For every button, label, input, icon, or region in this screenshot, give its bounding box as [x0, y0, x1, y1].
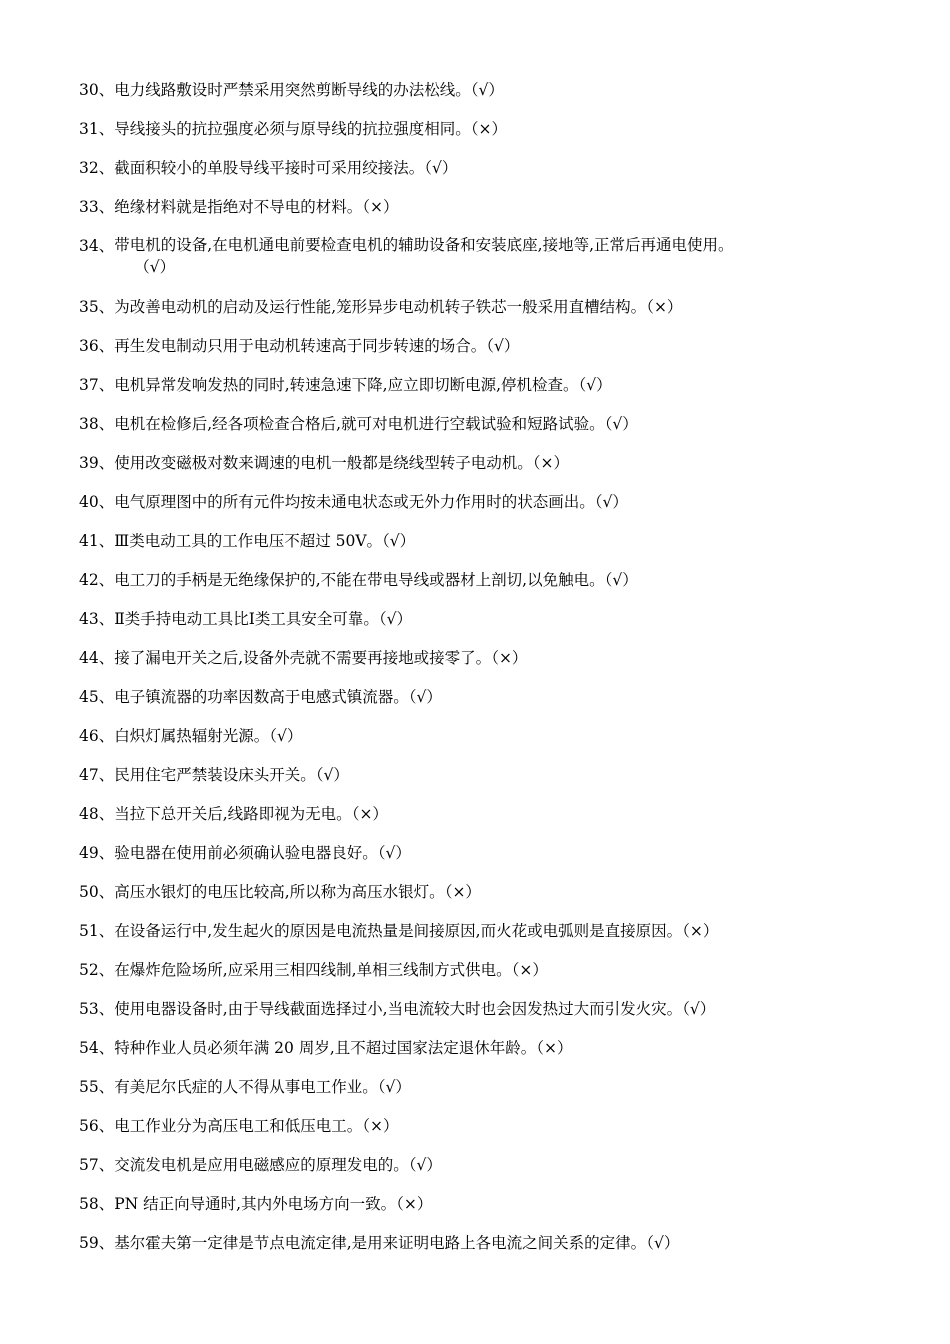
question-statement: 当拉下总开关后,线路即视为无电。 — [114, 805, 352, 823]
question-statement: 有美尼尔氏症的人不得从事电工作业。 — [114, 1078, 378, 1096]
question-item — [79, 117, 879, 141]
answer-mark: （×） — [532, 454, 570, 472]
question-item — [79, 156, 879, 180]
number-separator: 、 — [98, 649, 115, 667]
question-statement: 民用住宅严禁装设床头开关。 — [114, 766, 316, 784]
question-text — [114, 763, 879, 787]
question-number: 41 — [79, 532, 99, 550]
question-text — [114, 451, 879, 475]
question-number: 33 — [79, 198, 99, 216]
question-number: 42 — [79, 571, 99, 589]
question-item — [79, 1192, 879, 1216]
question-item — [79, 295, 879, 319]
question-item — [79, 607, 879, 631]
number-separator: 、 — [98, 571, 115, 589]
answer-mark: （×） — [351, 805, 388, 823]
question-number: 52 — [79, 961, 99, 979]
number-separator: 、 — [98, 159, 115, 177]
question-text — [114, 1036, 879, 1060]
question-number: 30 — [79, 81, 99, 99]
question-item — [79, 490, 879, 514]
question-statement: 白炽灯属热辐射光源。 — [114, 727, 270, 745]
question-statement: 接了漏电开关之后,设备外壳就不需要再接地或接零了。 — [114, 649, 492, 667]
number-separator: 、 — [98, 883, 115, 901]
question-text — [114, 1231, 879, 1255]
question-item — [79, 373, 879, 397]
question-statement: 在设备运行中,发生起火的原因是电流热量是间接原因,而火花或电弧则是直接原因。 — [114, 922, 683, 940]
question-item — [79, 1114, 879, 1138]
answer-mark: （√） — [378, 610, 413, 628]
number-separator: 、 — [98, 1039, 115, 1057]
question-statement: 为改善电动机的启动及运行性能,笼形异步电动机转子铁芯一般采用直槽结构。 — [114, 298, 647, 316]
question-number: 32 — [79, 159, 99, 177]
question-item — [79, 451, 879, 475]
question-statement: 截面积较小的单股导线平接时可采用绞接法。 — [114, 159, 425, 177]
question-item — [79, 334, 879, 358]
question-text — [114, 841, 879, 865]
number-separator: 、 — [98, 81, 115, 99]
answer-mark: （√） — [486, 337, 520, 355]
question-text — [114, 373, 879, 397]
question-number: 45 — [79, 688, 99, 706]
answer-mark: （×） — [511, 961, 548, 979]
question-text — [114, 880, 879, 904]
number-separator: 、 — [98, 376, 115, 394]
question-text — [114, 195, 879, 219]
question-statement: 导线接头的抗拉强度必须与原导线的抗拉强度相同。 — [114, 120, 471, 138]
question-item — [79, 1231, 879, 1255]
question-list — [79, 78, 879, 1270]
question-text — [114, 78, 879, 102]
question-number: 53 — [79, 1000, 99, 1018]
question-number: 49 — [79, 844, 99, 862]
number-separator: 、 — [98, 1156, 115, 1174]
answer-mark: （√） — [604, 415, 638, 433]
question-text — [114, 919, 879, 943]
question-number: 37 — [79, 376, 99, 394]
number-separator: 、 — [98, 766, 115, 784]
question-statement: Ⅱ类手持电动工具比Ⅰ类工具安全可靠。 — [114, 610, 379, 628]
question-number: 39 — [79, 454, 99, 472]
question-text — [114, 529, 879, 553]
question-statement: 绝缘材料就是指绝对不导电的材料。 — [114, 198, 363, 216]
question-statement: 高压水银灯的电压比较高,所以称为高压水银灯。 — [114, 883, 445, 901]
question-number: 31 — [79, 120, 99, 138]
question-text — [114, 724, 879, 748]
answer-mark: （×） — [646, 298, 683, 316]
answer-mark: （√） — [377, 1078, 411, 1096]
number-separator: 、 — [98, 415, 115, 433]
question-item — [79, 1036, 879, 1060]
number-separator: 、 — [98, 198, 115, 216]
question-item — [79, 685, 879, 709]
question-statement: 基尔霍夫第一定律是节点电流定律,是用来证明电路上各电流之间关系的定律。 — [114, 1234, 647, 1252]
number-separator: 、 — [98, 1234, 115, 1252]
question-statement: 特种作业人员必须年满 20 周岁,且不超过国家法定退休年龄。 — [114, 1039, 537, 1057]
question-number: 59 — [79, 1234, 99, 1252]
question-number: 48 — [79, 805, 99, 823]
question-statement: 电工刀的手柄是无绝缘保护的,不能在带电导线或器材上剖切,以免触电。 — [114, 571, 605, 589]
number-separator: 、 — [98, 805, 115, 823]
answer-mark: （×） — [444, 883, 481, 901]
question-number: 54 — [79, 1039, 99, 1057]
question-text — [114, 1192, 879, 1216]
number-separator: 、 — [98, 120, 115, 138]
question-item — [79, 958, 879, 982]
question-statement: 带电机的设备,在电机通电前要检查电机的辅助设备和安装底座,接地等,正常后再通电使用。 — [114, 236, 734, 254]
question-number: 50 — [79, 883, 99, 901]
question-number: 40 — [79, 493, 99, 511]
question-number: 38 — [79, 415, 99, 433]
question-statement: 电力线路敷设时严禁采用突然剪断导线的办法松线。 — [114, 81, 471, 99]
question-text — [114, 1114, 879, 1138]
question-number: 58 — [79, 1195, 99, 1213]
question-item — [79, 880, 879, 904]
answer-mark: （×） — [536, 1039, 573, 1057]
answer-mark: （√） — [470, 81, 504, 99]
number-separator: 、 — [98, 961, 115, 979]
question-statement: 电工作业分为高压电工和低压电工。 — [114, 1117, 363, 1135]
question-text — [114, 234, 879, 278]
answer-mark: （×） — [491, 649, 528, 667]
question-item — [79, 919, 879, 943]
number-separator: 、 — [98, 1000, 115, 1018]
number-separator: 、 — [98, 1117, 115, 1135]
question-number: 51 — [79, 922, 99, 940]
number-separator: 、 — [98, 237, 115, 255]
answer-mark: （√） — [377, 844, 411, 862]
question-text — [114, 156, 879, 180]
question-statement: 再生发电制动只用于电动机转速高于同步转速的场合。 — [114, 337, 487, 355]
answer-mark: （√） — [408, 1156, 442, 1174]
question-item — [79, 529, 879, 553]
answer-mark: （√） — [382, 532, 416, 550]
question-text — [114, 334, 879, 358]
number-separator: 、 — [98, 922, 115, 940]
question-statement: 验电器在使用前必须确认验电器良好。 — [114, 844, 378, 862]
answer-mark: （√） — [134, 258, 176, 276]
answer-mark: （√） — [408, 688, 442, 706]
answer-mark: （√） — [269, 727, 303, 745]
answer-mark: （×） — [362, 198, 399, 216]
question-number: 57 — [79, 1156, 99, 1174]
question-statement: Ⅲ类电动工具的工作电压不超过 50V。 — [114, 532, 383, 550]
answer-mark: （√） — [315, 766, 349, 784]
question-text — [114, 117, 879, 141]
number-separator: 、 — [98, 532, 115, 550]
question-item — [79, 234, 879, 278]
question-item — [79, 997, 879, 1021]
number-separator: 、 — [98, 493, 115, 511]
answer-mark: （√） — [424, 159, 458, 177]
question-text — [114, 412, 879, 436]
question-text — [114, 958, 879, 982]
question-text — [114, 490, 879, 514]
question-item — [79, 412, 879, 436]
question-number: 46 — [79, 727, 99, 745]
question-item — [79, 78, 879, 102]
question-text — [114, 607, 879, 631]
number-separator: 、 — [98, 337, 115, 355]
question-text — [114, 1075, 879, 1099]
question-text — [114, 802, 879, 826]
number-separator: 、 — [98, 844, 115, 862]
question-text — [114, 1153, 879, 1177]
question-item — [79, 646, 879, 670]
question-statement: 电子镇流器的功率因数高于电感式镇流器。 — [114, 688, 409, 706]
question-number: 36 — [79, 337, 99, 355]
answer-mark: （√） — [682, 1000, 716, 1018]
number-separator: 、 — [98, 1195, 115, 1213]
answer-mark: （×） — [362, 1117, 399, 1135]
question-item — [79, 1075, 879, 1099]
question-text — [114, 646, 879, 670]
answer-mark: （√） — [604, 571, 638, 589]
question-statement: 电机在检修后,经各项检查合格后,就可对电机进行空载试验和短路试验。 — [114, 415, 605, 433]
question-item — [79, 568, 879, 592]
number-separator: 、 — [98, 454, 115, 472]
question-statement: 使用电器设备时,由于导线截面选择过小,当电流较大时也会因发热过大而引发火灾。 — [114, 1000, 683, 1018]
answer-mark: （×） — [682, 922, 719, 940]
question-text — [114, 295, 879, 319]
answer-mark: （×） — [396, 1195, 433, 1213]
question-statement: 电机异常发响发热的同时,转速急速下降,应立即切断电源,停机检查。 — [114, 376, 579, 394]
question-item — [79, 802, 879, 826]
answer-mark: （√） — [578, 376, 612, 394]
number-separator: 、 — [98, 688, 115, 706]
question-number: 43 — [79, 610, 99, 628]
question-statement: PN 结正向导通时,其内外电场方向一致。 — [114, 1195, 397, 1213]
question-statement: 使用改变磁极对数来调速的电机一般都是绕线型转子电动机。 — [114, 454, 533, 472]
question-statement: 电气原理图中的所有元件均按未通电状态或无外力作用时的状态画出。 — [114, 493, 595, 511]
question-number: 35 — [79, 298, 99, 316]
number-separator: 、 — [98, 298, 115, 316]
question-statement: 交流发电机是应用电磁感应的原理发电的。 — [114, 1156, 409, 1174]
question-item — [79, 763, 879, 787]
question-statement: 在爆炸危险场所,应采用三相四线制,单相三线制方式供电。 — [114, 961, 512, 979]
question-item — [79, 195, 879, 219]
question-item — [79, 1153, 879, 1177]
number-separator: 、 — [98, 727, 115, 745]
question-number: 47 — [79, 766, 99, 784]
question-text — [114, 997, 879, 1021]
question-item — [79, 841, 879, 865]
question-number: 56 — [79, 1117, 99, 1135]
answer-mark: （×） — [470, 120, 508, 138]
number-separator: 、 — [98, 1078, 115, 1096]
answer-mark: （√） — [594, 493, 628, 511]
number-separator: 、 — [98, 610, 115, 628]
question-text — [114, 685, 879, 709]
question-number: 34 — [79, 237, 99, 255]
question-number: 55 — [79, 1078, 99, 1096]
question-number: 44 — [79, 649, 99, 667]
question-text — [114, 568, 879, 592]
question-item — [79, 724, 879, 748]
answer-mark: （√） — [646, 1234, 680, 1252]
